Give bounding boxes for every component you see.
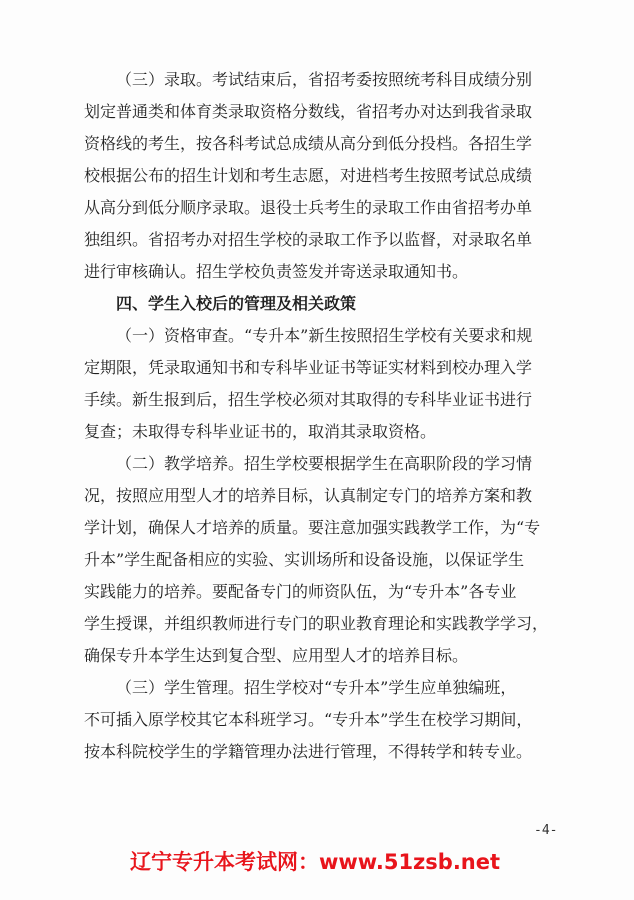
paragraph-teaching-line-4: 升本”学生配备相应的实验、实训场所和设备设施，以保证学生	[84, 550, 525, 569]
paragraph-teaching-line-3: 学计划，确保人才培养的质量。要注意加强实践教学工作，为“专	[84, 518, 541, 537]
paragraph-admission-line-4: 校根据公布的招生计划和考生志愿，对进档考生按照考试总成绩	[84, 166, 533, 185]
paragraph-teaching-line-6: 学生授课，并组织教师进行专门的职业教育理论和实践教学学习，	[84, 614, 549, 633]
paragraph-admission-line-2: 划定普通类和体育类录取资格分数线，省招考办对达到我省录取	[84, 102, 533, 121]
paragraph-teaching-line-5: 实践能力的培养。要配备专门的师资队伍，为“专升本”各专业	[84, 582, 517, 601]
paragraph-management-line-1: （三）学生管理。招生学校对“专升本”学生应单独编班，	[116, 678, 517, 697]
paragraph-qualification-line-2: 定期限，凭录取通知书和专科毕业证书等证实材料到校办理入学	[84, 358, 533, 377]
paragraph-management-line-2: 不可插入原学校其它本科班学习。“专升本”学生在校学习期间，	[84, 710, 533, 729]
paragraph-management-line-3: 按本科院校学生的学籍管理办法进行管理，不得转学和转专业。	[84, 742, 533, 761]
section-heading: 四、学生入校后的管理及相关政策	[116, 294, 357, 313]
page-number: -4-	[534, 823, 558, 838]
watermark-text: 辽宁专升本考试网：www.51zsb.net	[130, 850, 501, 874]
paragraph-teaching-line-1: （二）教学培养。招生学校要根据学生在高职阶段的学习情	[116, 454, 533, 473]
paragraph-admission-line-1: （三）录取。考试结束后，省招考委按照统考科目成绩分别	[116, 70, 533, 89]
paragraph-qualification-line-4: 复查；未取得专科毕业证书的，取消其录取资格。	[84, 422, 437, 441]
paragraph-qualification-line-1: （一）资格审查。“专升本”新生按照招生学校有关要求和规	[116, 326, 533, 345]
paragraph-teaching-line-7: 确保专升本学生达到复合型、应用型人才的培养目标。	[84, 646, 469, 665]
paragraph-admission-line-7: 进行审核确认。招生学校负责签发并寄送录取通知书。	[84, 262, 469, 281]
paragraph-teaching-line-2: 况，按照应用型人才的培养目标，认真制定专门的培养方案和教	[84, 486, 533, 505]
paragraph-qualification-line-3: 手续。新生报到后，招生学校必须对其取得的专科毕业证书进行	[84, 390, 533, 409]
paragraph-admission-line-6: 独组织。省招考办对招生学校的录取工作予以监督，对录取名单	[84, 230, 533, 249]
paragraph-admission-line-3: 资格线的考生，按各科考试总成绩从高分到低分投档。各招生学	[84, 134, 533, 153]
paragraph-admission-line-5: 从高分到低分顺序录取。退役士兵考生的录取工作由省招考办单	[84, 198, 533, 217]
